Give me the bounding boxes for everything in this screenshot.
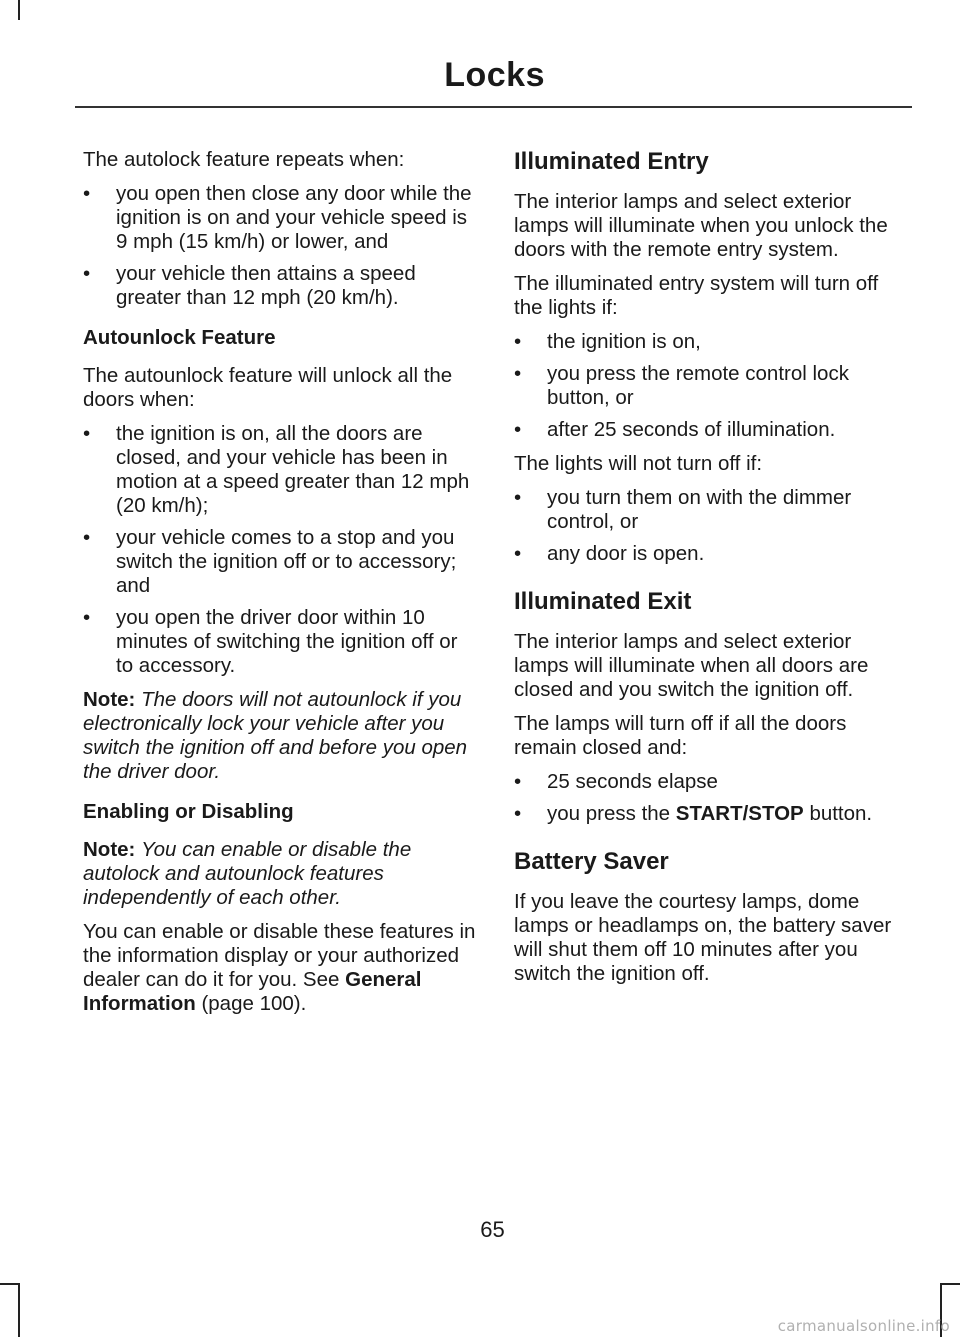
crop-mark-top-left-vertical (18, 0, 20, 20)
exit-list (514, 770, 909, 826)
list-item: • 25 seconds elapse (514, 770, 909, 794)
list-item: • you open the driver door within 10 minutes of switching the ignition off or to accessory. (83, 606, 478, 678)
note-enabling (83, 838, 478, 910)
page-title: Locks (444, 56, 545, 94)
list-item: • after 25 seconds of illumination. (514, 418, 909, 442)
list-item: • you turn them on with the dimmer control, or (514, 486, 909, 534)
list-item (514, 802, 909, 826)
entry-list (514, 330, 909, 442)
list-item: • you open then close any door while the ignition is on and your vehicle speed is 9 mph (15 km/h) or lower, and (83, 182, 478, 254)
enable-paragraph (83, 920, 478, 1016)
autounlock-list (83, 422, 478, 678)
exit-paragraph-1: The interior lamps and select exterior lamps will illuminate when all doors are closed and you switch the ignition off. (514, 630, 869, 701)
illuminated-entry-heading: Illuminated Entry (514, 148, 709, 175)
enabling-heading: Enabling or Disabling (83, 800, 294, 823)
header-divider (75, 106, 912, 108)
illuminated-exit-heading: Illuminated Exit (514, 588, 692, 615)
list-item: • the ignition is on, (514, 330, 909, 354)
crop-mark-bottom-right-horizontal (942, 1283, 960, 1285)
autounlock-heading: Autounlock Feature (83, 326, 276, 349)
bullet-text: button. (809, 802, 873, 825)
battery-saver-heading: Battery Saver (514, 848, 669, 875)
general-information-link[interactable]: General Information (83, 968, 422, 1015)
crop-mark-bottom-left-horizontal (0, 1283, 18, 1285)
enable-text: You can enable or disable these features in the information display or your authorized dealer can do it for you. See (83, 920, 476, 991)
autounlock-intro: The autounlock feature will unlock all the doors when: (83, 364, 453, 411)
start-stop-label: START/STOP (675, 802, 804, 825)
bullet-text: you press the (547, 802, 671, 825)
note-label: Note: (83, 838, 136, 861)
note-text: You can enable or disable the autolock and autounlock features independently of each other. (83, 838, 412, 909)
list-item: • any door is open. (514, 542, 909, 566)
exit-paragraph-2: The lamps will turn off if all the doors remain closed and: (514, 712, 847, 759)
watermark: carmanualsonline.info (777, 1317, 950, 1335)
list-item: • your vehicle comes to a stop and you switch the ignition off or to accessory; and (83, 526, 478, 598)
crop-mark-bottom-left-vertical (18, 1283, 20, 1337)
left-column (83, 148, 478, 1026)
list-item: • you press the remote control lock button, or (514, 362, 909, 410)
page-number: 65 (480, 1217, 505, 1242)
note-label: Note: (83, 688, 136, 711)
note-text: The doors will not autounlock if you electronically lock your vehicle after you switch the ignition off and before you open the driver door. (83, 688, 468, 783)
entry-paragraph-2: The illuminated entry system will turn off the lights if: (514, 272, 879, 319)
right-column (514, 148, 909, 996)
battery-saver-paragraph: If you leave the courtesy lamps, dome lamps or headlamps on, the battery saver will shut them off 10 minutes after you switch the ignition off. (514, 890, 892, 985)
list-item: • the ignition is on, all the doors are closed, and your vehicle has been in motion at a speed greater than 12 mph (20 km/h); (83, 422, 478, 518)
list-item: • your vehicle then attains a speed greater than 12 mph (20 km/h). (83, 262, 478, 310)
entry-list-2 (514, 486, 909, 566)
page-reference: (page 100). (201, 992, 307, 1015)
autolock-intro: The autolock feature repeats when: (83, 148, 405, 171)
autolock-list (83, 182, 478, 310)
note-autounlock (83, 688, 478, 784)
entry-paragraph-1: The interior lamps and select exterior lamps will illuminate when you unlock the doors with the remote entry system. (514, 190, 888, 261)
entry-paragraph-3: The lights will not turn off if: (514, 452, 763, 475)
